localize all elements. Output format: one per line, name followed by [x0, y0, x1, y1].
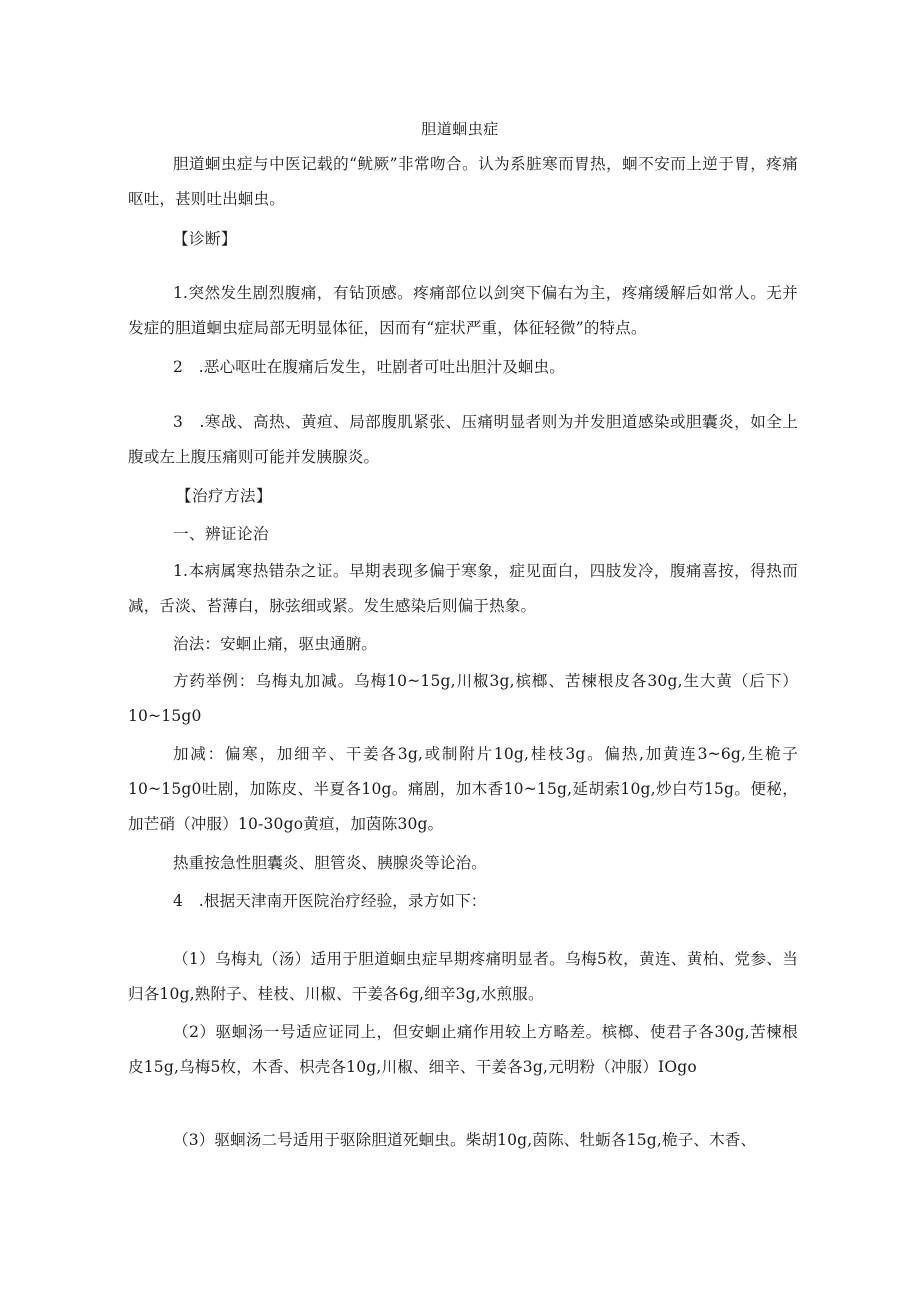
intro-paragraph: 胆道蛔虫症与中医记载的“鱿厥”非常吻合。认为系脏寒而胃热，蛔不安而上逆于胃，疼痛呕吐，甚则吐出蛔虫。 [128, 155, 798, 208]
treatment-item-4: 4 .根据天津南开医院治疗经验，录方如下： [173, 892, 487, 910]
prescription-example: 方药举例：乌梅丸加减。乌梅10~15g,川椒3g,槟榔、苦楝根皮各30g,生大黄（后下）10~15g0 [128, 672, 798, 725]
formula-3: （3）驱蛔汤二号适用于驱除胆道死蛔虫。柴胡10g,茵陈、牡蛎各15g,桅子、木香、 [173, 1131, 757, 1149]
modification-paragraph: 加减：偏寒，加细辛、干姜各3g,或制附片10g,桂枝3g。偏热,加黄连3~6g,生桅子10~15g0吐剧，加陈皮、半夏各10g。痛剧，加木香10~15g,延胡索10g,炒白芍15g。便秘，加芒硝（冲服）10-30go黄疸，加茵陈30g。 [128, 745, 798, 833]
heat-note: 热重按急性胆囊炎、胆管炎、胰腺炎等论治。 [173, 854, 488, 872]
document-title: 胆道蛔虫症 [421, 120, 499, 138]
diagnosis-item-3: 3 .寒战、高热、黄疸、局部腹肌紧张、压痛明显者则为并发胆道感染或胆囊炎，如全上腹或左上腹压痛则可能并发胰腺炎。 [128, 413, 798, 466]
treatment-method: 治法：安蛔止痛，驱虫通腑。 [173, 635, 378, 653]
treatment-heading: 【治疗方法】 [176, 487, 273, 505]
diagnosis-item-1: 1.突然发生剧烈腹痛，有钻顶感。疼痛部位以剑突下偏右为主，疼痛缓解后如常人。无并发症的胆道蛔虫症局部无明显体征，因而有“症状严重，体征轻微”的特点。 [128, 284, 798, 337]
diagnosis-heading: 【诊断】 [173, 230, 238, 248]
treatment-item-1: 1.本病属寒热错杂之证。早期表现多偏于寒象，症见面白，四肢发冷，腹痛喜按，得热而减，舌淡、苔薄白，脉弦细或紧。发生感染后则偏于热象。 [128, 562, 798, 615]
section-1-heading: 一、辨证论治 [173, 525, 270, 543]
formula-1: （1）乌梅丸（汤）适用于胆道蛔虫症早期疼痛明显者。乌梅5枚，黄连、黄柏、党参、当归各10g,熟附子、桂枝、川椒、干姜各6g,细辛3g,水煎服。 [128, 950, 798, 1003]
formula-2: （2）驱蛔汤一号适应证同上，但安蛔止痛作用较上方略差。槟榔、使君子各30g,苦楝根皮15g,乌梅5枚，木香、枳壳各10g,川椒、细辛、干姜各3g,元明粉（冲服）IOgo [128, 1023, 798, 1076]
diagnosis-item-2: 2 .恶心呕吐在腹痛后发生，吐剧者可吐出胆汁及蛔虫。 [173, 358, 565, 376]
